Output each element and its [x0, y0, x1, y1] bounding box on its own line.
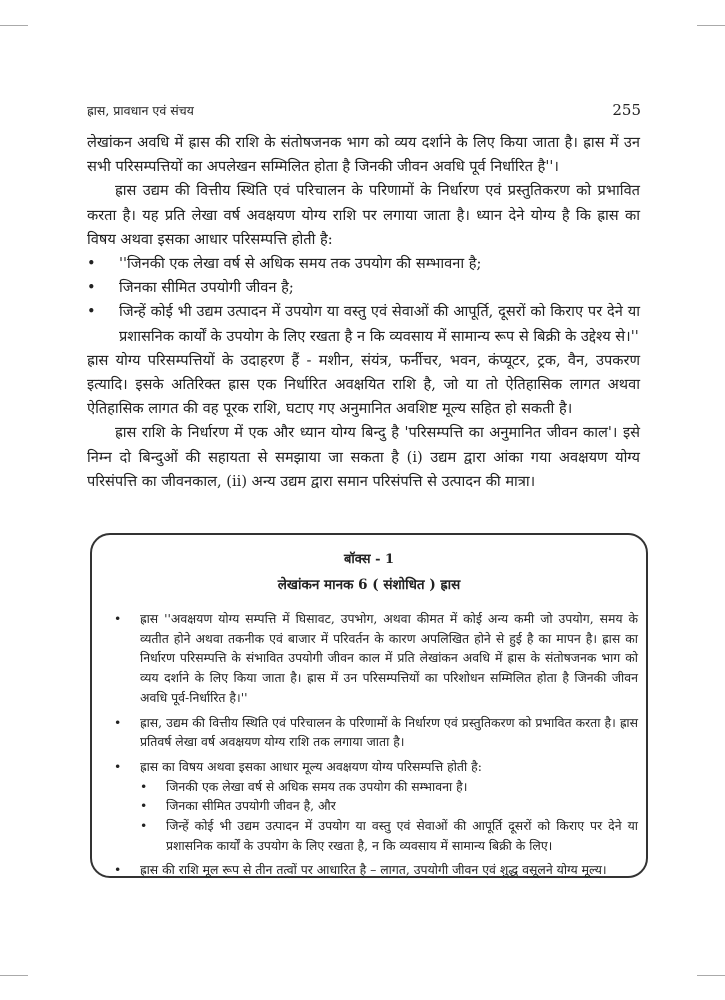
sub-list-item: • जिनका सीमित उपयोगी जीवन है, और	[140, 796, 638, 816]
list-item: • ह्रास, उद्यम की वित्तीय स्थिति एवं परिचालन के परिणामों के निर्धारण एवं प्रस्तुतिकरण को प्रभावित करता है। ह्रास प्रतिवर्ष लेखा वर्ष अवक्षयण योग्य राशि तक लगाया जाता है।	[114, 713, 638, 752]
list-item-text: ह्रास का विषय अथवा इसका आधार मूल्य अवक्षयण योग्य परिसम्पत्ति होती है:	[140, 758, 482, 774]
list-item: • जिनका सीमित उपयोगी जीवन है;	[87, 276, 640, 300]
crop-mark	[0, 975, 28, 976]
box-list	[114, 609, 638, 880]
box-title: बॉक्स - 1	[343, 552, 395, 567]
crop-mark	[697, 975, 725, 976]
page-header	[87, 101, 641, 119]
crop-mark	[697, 25, 725, 26]
paragraph: लेखांकन अवधि में ह्रास की राशि के संतोषजनक भाग को व्यय दर्शाने के लिए किया जाता है। ह्रास में उन सभी परिसम्पत्तियों का अपलेखन सम्मिलित होता है जिनकी जीवन अवधि पूर्व निर्धारित है''।	[87, 134, 640, 176]
bullet-list	[87, 252, 640, 349]
list-item: • जिन्हें कोई भी उद्यम उत्पादन में उपयोग या वस्तु एवं सेवाओं की आपूर्ति, दूसरों को किराए पर देने या प्रशासनिक कार्यों के उपयोग के लिए रखता है न कि व्यवसाय में सामान्य रूप से बिक्री के उद्देश्य से।''	[87, 300, 640, 348]
sub-list-item: • जिन्हें कोई भी उद्यम उत्पादन में उपयोग या वस्तु एवं सेवाओं की आपूर्ति दूसरों को किराए पर देने या प्रशासनिक कार्यों के उपयोग के लिए रखता है, न कि व्यवसाय में सामान्य बिक्री के लिए।	[140, 816, 638, 855]
sub-list-item: • जिनकी एक लेखा वर्ष से अधिक समय तक उपयोग की सम्भावना है।	[140, 777, 638, 797]
body-text	[87, 131, 640, 494]
paragraph: ह्रास राशि के निर्धारण में एक और ध्यान योग्य बिन्दु है 'परिसम्पत्ति का अनुमानित जीवन काल'। इसे निम्न दो बिन्दुओं की सहायता से समझाया जा सकता है (i) उद्यम द्वारा आंका गया अवक्षयण योग्य परिसंपत्ति का जीवनकाल, (ii) अन्य उद्यम द्वारा समान परिसंपत्ति से उत्पादन की मात्रा।	[87, 424, 640, 490]
page-number: 255	[612, 101, 641, 119]
info-box	[90, 533, 648, 878]
crop-mark	[0, 25, 28, 26]
sub-list	[140, 777, 638, 856]
list-item: • ''जिनकी एक लेखा वर्ष से अधिक समय तक उपयोग की सम्भावना है;	[87, 252, 640, 276]
list-item: • ह्रास ''अवक्षयण योग्य सम्पत्ति में घिसावट, उपभोग, अथवा कीमत में कोई अन्य कमी जो उपयोग, समय के व्यतीत होने अथवा तकनीक एवं बाजार में परिवर्तन के कारण अपलिखित होने से हुई है का मापन है। ह्रास का निर्धारण परिसम्पत्ति के संभावित उपयोगी जीवन काल में प्रति लेखांकन अवधि में ह्रास के संतोषजनक भाग को व्यय दर्शाने के लिए किया जाता है। ह्रास में उन परिसम्पत्तियों का परिशोधन सम्मिलित होता है जिनकी जीवन अवधि पूर्व-निर्धारित है।''	[114, 609, 638, 708]
list-item: • ह्रास की राशि मूल रूप से तीन तत्वों पर आधारित है – लागत, उपयोगी जीवन एवं शुद्ध वसूलने योग्य मूल्य।	[114, 860, 638, 880]
running-title: ह्रास, प्रावधान एवं संचय	[87, 103, 194, 118]
list-item	[114, 757, 638, 856]
box-subtitle: लेखांकन मानक 6 ( संशोधित ) ह्रास	[277, 577, 461, 593]
paragraph: ह्रास उद्यम की वित्तीय स्थिति एवं परिचालन के परिणामों के निर्धारण एवं प्रस्तुतिकरण को प्रभावित करता है। यह प्रति लेखा वर्ष अवक्षयण योग्य राशि पर लगाया जाता है। ध्यान देने योग्य है कि ह्रास का विषय अथवा इसका आधार परिसम्पत्ति होती है:	[87, 182, 640, 248]
paragraph: ह्रास योग्य परिसम्पत्तियों के उदाहरण हैं - मशीन, संयंत्र, फर्नीचर, भवन, कंप्यूटर, ट्रक, वैन, उपकरण इत्यादि। इसके अतिरिक्त ह्रास एक निर्धारित अवक्षयित राशि है, जो या तो ऐतिहासिक लागत अथवा ऐतिहासिक लागत की वह पूरक राशि, घटाए गए अनुमानित अवशिष्ट मूल्य सहित हो सकती है।	[87, 351, 640, 418]
